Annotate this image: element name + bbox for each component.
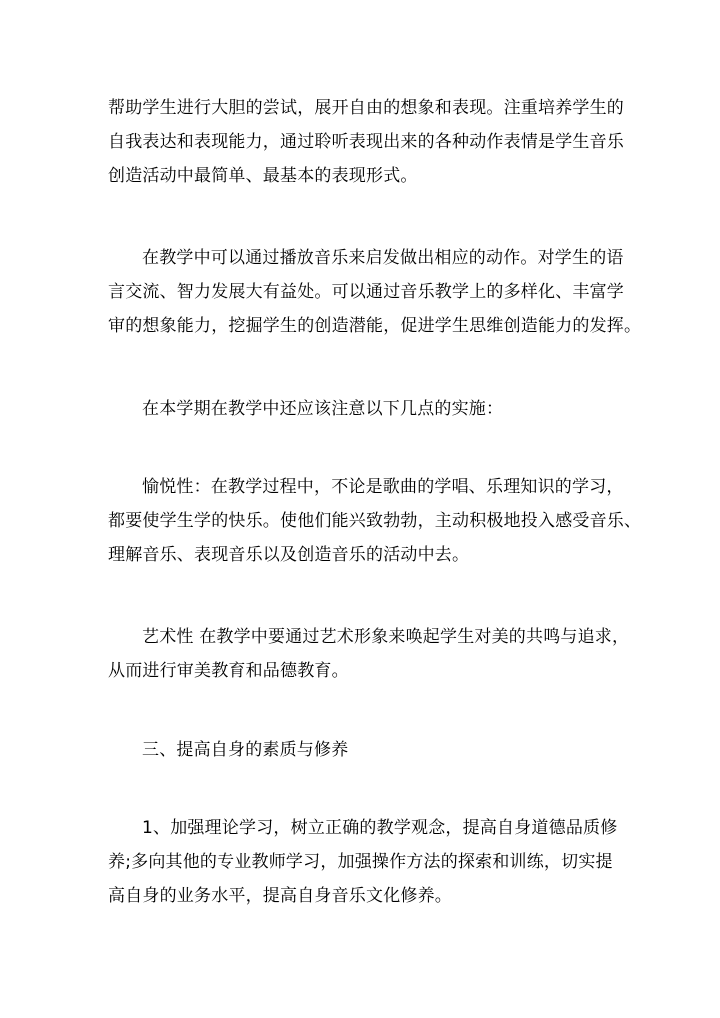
paragraph-line: 创造活动中最简单、最基本的表现形式。 bbox=[108, 166, 418, 186]
paragraph-enjoyment bbox=[108, 470, 642, 572]
paragraph-line: 艺术性 在教学中要通过艺术形象来唤起学生对美的共鸣与追求， bbox=[142, 627, 630, 647]
paragraph-semester-points bbox=[108, 392, 620, 426]
paragraph-music-movement bbox=[108, 241, 642, 343]
paragraph-line: 养;多向其他的专业教师学习，加强操作方法的探索和训练，切实提 bbox=[108, 852, 613, 872]
paragraph-line: 都要使学生学的快乐。使他们能兴致勃勃，主动积极地投入感受音乐、 bbox=[108, 511, 642, 531]
paragraph-encourage-exploration bbox=[108, 91, 624, 193]
paragraph-line: 在教学中可以通过播放音乐来启发做出相应的动作。对学生的语 bbox=[142, 248, 624, 268]
paragraph-line: 1、加强理论学习，树立正确的教学观念，提高自身道德品质修 bbox=[142, 818, 618, 838]
section-heading-self-improvement bbox=[108, 733, 620, 767]
paragraph-line: 愉悦性：在教学过程中，不论是歌曲的学唱、乐理知识的学习， bbox=[142, 477, 624, 497]
paragraph-line: 理解音乐、表现音乐以及创造音乐的活动中去。 bbox=[108, 545, 470, 565]
paragraph-artistry bbox=[108, 620, 630, 688]
paragraph-line: 三、提高自身的素质与修养 bbox=[142, 740, 349, 760]
paragraph-line: 在本学期在教学中还应该注意以下几点的实施： bbox=[142, 399, 504, 419]
paragraph-line: 高自身的业务水平，提高自身音乐文化修养。 bbox=[108, 886, 452, 906]
paragraph-line: 自我表达和表现能力，通过聆听表现出来的各种动作表情是学生音乐 bbox=[108, 132, 624, 152]
paragraph-line: 帮助学生进行大胆的尝试，展开自由的想象和表现。注重培养学生的 bbox=[108, 98, 624, 118]
paragraph-line: 审的想象能力，挖掘学生的创造潜能，促进学生思维创造能力的发挥。 bbox=[108, 316, 642, 336]
paragraph-line: 言交流、智力发展大有益处。可以通过音乐教学上的多样化、丰富学 bbox=[108, 282, 624, 302]
paragraph-line: 从而进行审美教育和品德教育。 bbox=[108, 661, 349, 681]
paragraph-theory-study bbox=[108, 811, 620, 913]
